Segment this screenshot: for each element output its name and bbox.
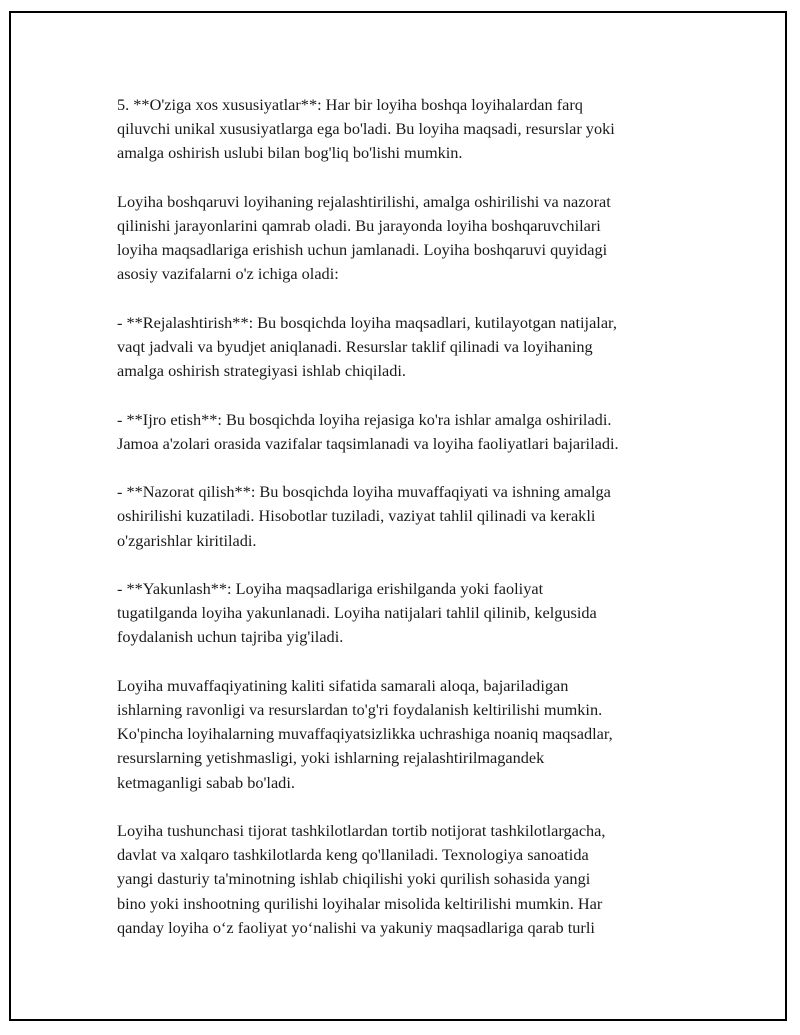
text-line: bino yoki inshootning qurilishi loyihalar misolida keltirilishi mumkin. Har — [117, 893, 603, 913]
text-line: davlat va xalqaro tashkilotlarda keng qo'llaniladi. Texnologiya sanoatida — [117, 845, 589, 865]
paragraph-success-factors — [117, 674, 692, 795]
text-line: 5. **O'ziga xos xususiyatlar**: Har bir loyiha boshqa loyihalardan farq — [117, 95, 583, 114]
text-line: Loyiha boshqaruvi loyihaning rejalashtirilishi, amalga oshirilishi va nazorat — [117, 191, 611, 211]
paragraph-project-management — [117, 190, 692, 287]
text-line: - **Nazorat qilish**: Bu bosqichda loyiha muvaffaqiyati va ishning amalga — [117, 482, 611, 502]
text-line: Loyiha tushunchasi tijorat tashkilotlardan tortib notijorat tashkilotlargacha, — [117, 820, 606, 840]
text-line: amalga oshirish strategiyasi ishlab chiqiladi. — [117, 361, 406, 381]
text-line: Loyiha muvaffaqiyatining kaliti sifatida samarali aloqa, bajariladigan — [117, 675, 569, 695]
text-line: amalga oshirish uslubi bilan bog'liq bo'lishi mumkin. — [117, 143, 463, 163]
text-line: yangi dasturiy ta'minotning ishlab chiqilishi yoki qurilish sohasida yangi — [117, 869, 591, 889]
text-line: oshirilishi kuzatiladi. Hisobotlar tuziladi, vaziyat tahlil qilinadi va kerakli — [117, 506, 596, 526]
text-line: qilinishi jarayonlarini qamrab oladi. Bu jarayonda loyiha boshqaruvchilari — [117, 216, 601, 235]
text-line: tugatilganda loyiha yakunlanadi. Loyiha natijalari tahlil qilinib, kelgusida — [117, 603, 597, 623]
text-line: o'zgarishlar kiritiladi. — [117, 530, 257, 550]
text-line: foydalanish uchun tajriba yig'iladi. — [117, 627, 344, 647]
text-line: qiluvchi unikal xususiyatlarga ega bo'ladi. Bu loyiha maqsadi, resurslar yoki — [117, 119, 615, 139]
text-line: qanday loyiha o‘z faoliyat yo‘nalishi va yakuniy maqsadlariga qarab turli — [117, 917, 595, 937]
paragraph-closing — [117, 577, 692, 650]
paragraph-planning — [117, 311, 692, 384]
text-line: asosiy vazifalarni o'z ichiga oladi: — [117, 264, 339, 284]
text-line: resurslarning yetishmasligi, yoki ishlarning rejalashtirilmagandek — [117, 748, 545, 768]
paragraph-monitoring — [117, 480, 692, 553]
text-line: - **Rejalashtirish**: Bu bosqichda loyiha maqsadlari, kutilayotgan natijalar, — [117, 312, 617, 332]
paragraph-execution — [117, 408, 692, 456]
text-line: ishlarning ravonligi va resurslardan to'g'ri foydalanish keltirilishi mumkin. — [117, 699, 603, 719]
text-line: loyiha maqsadlariga erishish uchun jamlanadi. Loyiha boshqaruvi quyidagi — [117, 240, 608, 260]
text-line: Jamoa a'zolari orasida vazifalar taqsimlanadi va loyiha faoliyatlari bajariladi. — [117, 433, 619, 453]
text-line: ketmaganligi sabab bo'ladi. — [117, 772, 295, 792]
paragraph-project-concept — [117, 819, 692, 940]
text-line: - **Yakunlash**: Loyiha maqsadlariga erishilganda yoki faoliyat — [117, 578, 544, 598]
text-line: - **Ijro etish**: Bu bosqichda loyiha rejasiga ko'ra ishlar amalga oshiriladi. — [117, 409, 612, 429]
paragraph-unique-features — [117, 93, 692, 166]
text-line: Ko'pincha loyihalarning muvaffaqiyatsizlikka uchrashiga noaniq maqsadlar, — [117, 724, 613, 744]
document-body — [117, 93, 692, 964]
text-line: vaqt jadvali va byudjet aniqlanadi. Resurslar taklif qilinadi va loyihaning — [117, 337, 593, 356]
